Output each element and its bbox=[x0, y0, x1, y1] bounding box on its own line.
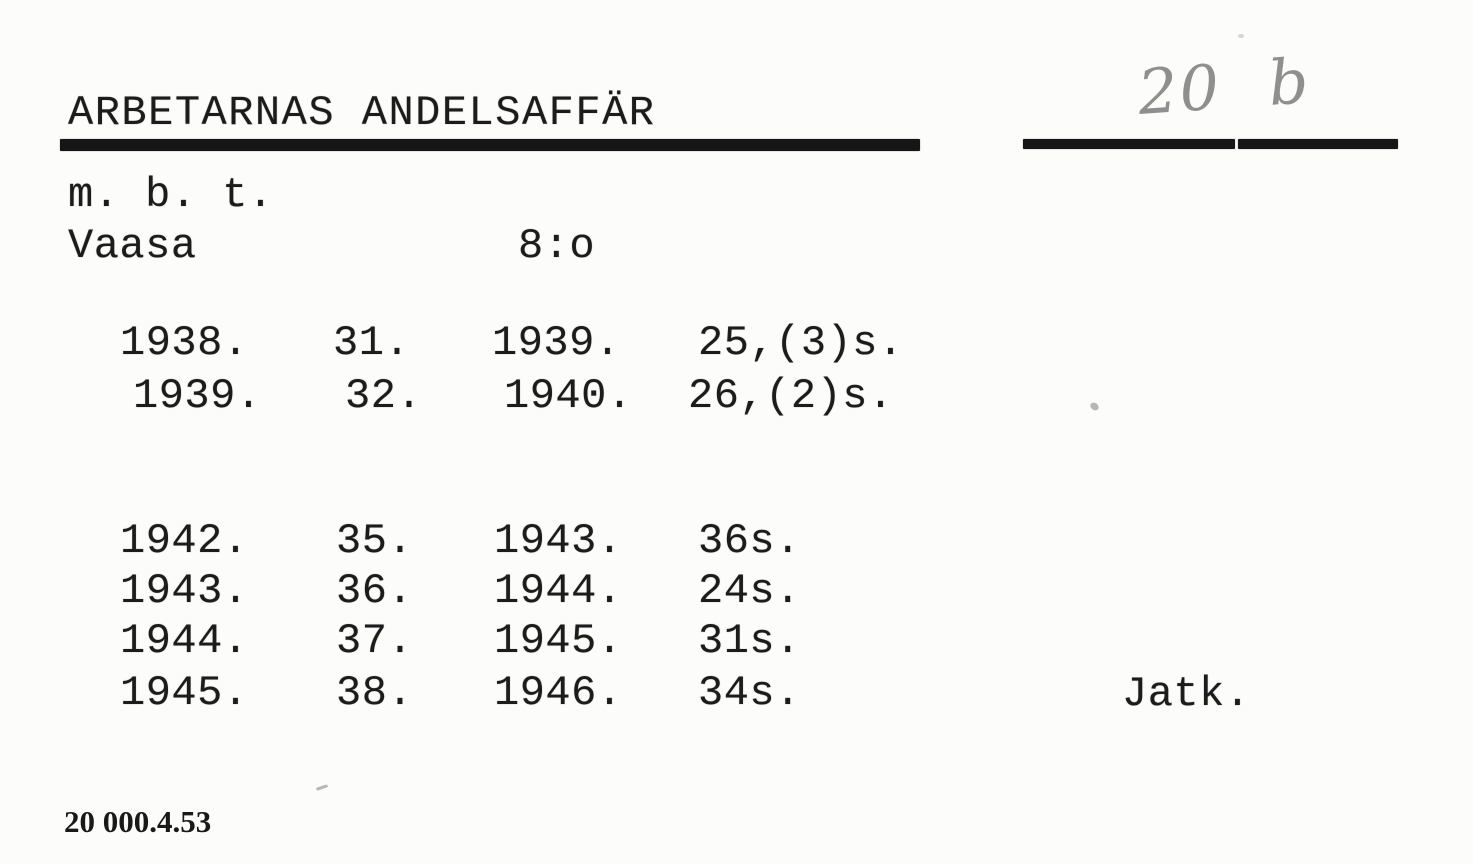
handwritten-shelf-number: 20 b bbox=[1135, 44, 1313, 129]
issue-cell: 24s. bbox=[698, 567, 801, 615]
volume-cell: 31. bbox=[333, 319, 411, 367]
table-row bbox=[0, 321, 1473, 367]
volume-cell: 37. bbox=[336, 617, 414, 665]
issue-cell: 26,(2)s. bbox=[688, 372, 894, 420]
volume-cell: 32. bbox=[345, 372, 423, 420]
year-cell: 1938. bbox=[120, 319, 249, 367]
year-cell: 1944. bbox=[120, 617, 249, 665]
issue-cell: 34s. bbox=[698, 669, 801, 717]
table-row bbox=[0, 619, 1473, 665]
year-cell: 1946. bbox=[494, 669, 623, 717]
issue-cell: 25,(3)s. bbox=[698, 319, 904, 367]
year-cell: 1939. bbox=[492, 319, 621, 367]
title-underline-rule bbox=[60, 139, 920, 151]
year-cell: 1945. bbox=[120, 669, 249, 717]
table-row bbox=[0, 519, 1473, 565]
scan-speck bbox=[316, 784, 328, 791]
issue-cell: 31s. bbox=[698, 617, 801, 665]
volume-cell: 35. bbox=[336, 517, 414, 565]
header-rule-left-segment bbox=[1023, 139, 1235, 149]
card-title: ARBETARNAS ANDELSAFFÄR bbox=[68, 89, 656, 137]
year-cell: 1943. bbox=[494, 517, 623, 565]
scan-speck bbox=[1238, 34, 1244, 38]
table-row bbox=[0, 569, 1473, 615]
note-line: m. b. t. bbox=[68, 171, 274, 219]
volume-cell: 38. bbox=[336, 669, 414, 717]
year-cell: 1939. bbox=[133, 372, 262, 420]
table-row bbox=[0, 374, 1473, 420]
year-cell: 1942. bbox=[120, 517, 249, 565]
issue-cell: 36s. bbox=[698, 517, 801, 565]
format-mark: 8:o bbox=[518, 222, 596, 270]
year-cell: 1943. bbox=[120, 567, 249, 615]
print-code: 20 000.4.53 bbox=[64, 804, 212, 839]
continuation-mark: Jatk. bbox=[1122, 670, 1251, 718]
year-cell: 1940. bbox=[504, 372, 633, 420]
year-cell: 1944. bbox=[494, 567, 623, 615]
header-rule-right-segment bbox=[1238, 139, 1398, 149]
table-row bbox=[0, 671, 1473, 717]
place-name: Vaasa bbox=[68, 222, 197, 270]
year-cell: 1945. bbox=[494, 617, 623, 665]
volume-cell: 36. bbox=[336, 567, 414, 615]
